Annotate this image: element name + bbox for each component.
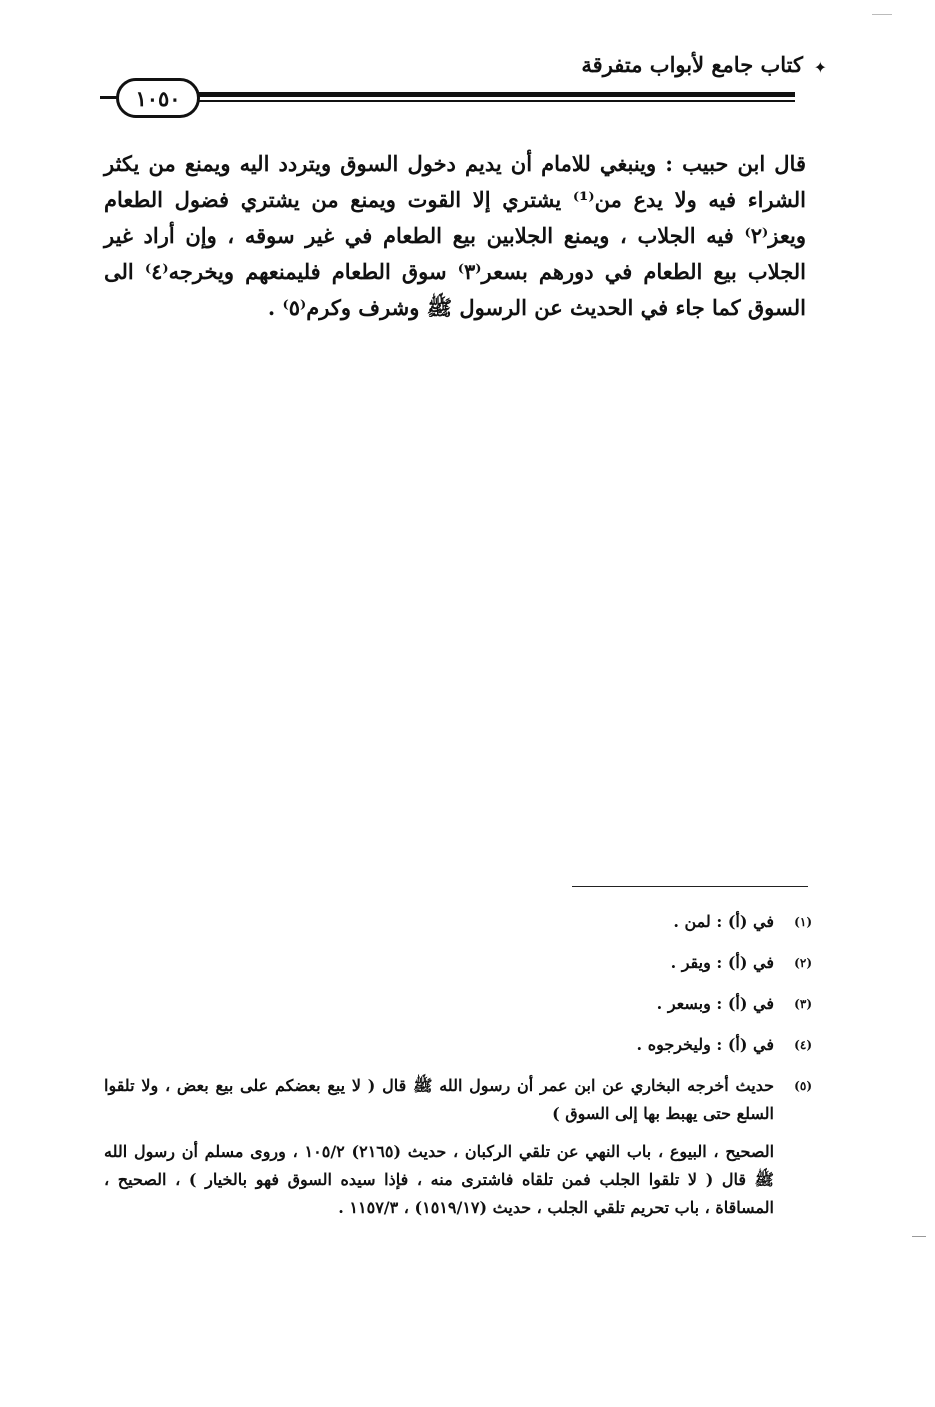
- footnote-5: [104, 1072, 812, 1222]
- footnote-text-part-1: حديث أخرجه البخاري عن ابن عمر أن رسول الله ﷺ قال ( لا يبع بعضكم على بيع بعض ، ولا تلقوا السلع حتى يهبط بها إلى السوق ): [104, 1076, 774, 1123]
- page-number: ١٠٥٠: [135, 85, 181, 111]
- footnote-1: [104, 908, 812, 936]
- body-paragraph: قال ابن حبيب : وينبغي للامام أن يديم دخول السوق ويتردد اليه ويمنع من يكثر الشراء فيه ولا يدع من⁽¹⁾ يشتري إلا القوت ويمنع من يشتري فضول الطعام ويعز⁽٢⁾ فيه الجلاب ، ويمنع الجلابين بيع الطعام في غير سوقه ، وإن أراد غير الجلاب بيع الطعام في دورهم بسعر⁽٣⁾ سوق الطعام فليمنعهم ويخرجه⁽٤⁾ الى السوق كما جاء في الحديث عن الرسول ﷺ وشرف وكرم⁽٥⁾ .: [104, 151, 806, 320]
- footnotes: [104, 908, 812, 1222]
- footnote-text: في (أ) : وليخرجوه .: [636, 1035, 774, 1054]
- footnote-text: في (أ) : وبسعر .: [656, 994, 774, 1013]
- scan-mark: [872, 14, 892, 15]
- footnote-number: (٥): [794, 1079, 812, 1093]
- footnote-number: (٢): [794, 956, 812, 970]
- footnote-number: (١): [794, 915, 812, 929]
- page-number-badge: [116, 78, 200, 118]
- footnote-text-part-2: الصحيح ، البيوع ، باب النهي عن تلقي الركبان ، حديث (٢١٦٥) ١٠٥/٢ ، وروى مسلم أن رسول الله ﷺ قال ( لا تلقوا الجلب فمن تلقاه فاشترى منه ، فإذا سيده السوق فهو بالخيار ) ، الصحيح ، المساقاة ، باب تحريم تلقي الجلب ، حديث (١٥١٩/١٧) ، ١١٥٧/٣ .: [104, 1142, 775, 1217]
- running-title: كتاب جامع لأبواب متفرقة: [581, 52, 803, 77]
- header-rule-thin: [190, 100, 795, 102]
- footnote-separator: [572, 886, 808, 887]
- footnote-4: [104, 1031, 812, 1059]
- scan-mark: [912, 1236, 926, 1237]
- header-ornament-icon: ✦: [813, 58, 827, 77]
- footnote-number: (٣): [794, 997, 812, 1011]
- footnote-text: في (أ) : ويقر .: [670, 953, 774, 972]
- header-rule-thick: [190, 92, 795, 97]
- footnote-3: [104, 990, 812, 1018]
- footnote-2: [104, 949, 812, 977]
- footnote-text: [104, 1072, 774, 1222]
- footnote-text: في (أ) : لمن .: [673, 912, 774, 931]
- footnote-number: (٤): [794, 1038, 812, 1052]
- main-text: [104, 146, 806, 326]
